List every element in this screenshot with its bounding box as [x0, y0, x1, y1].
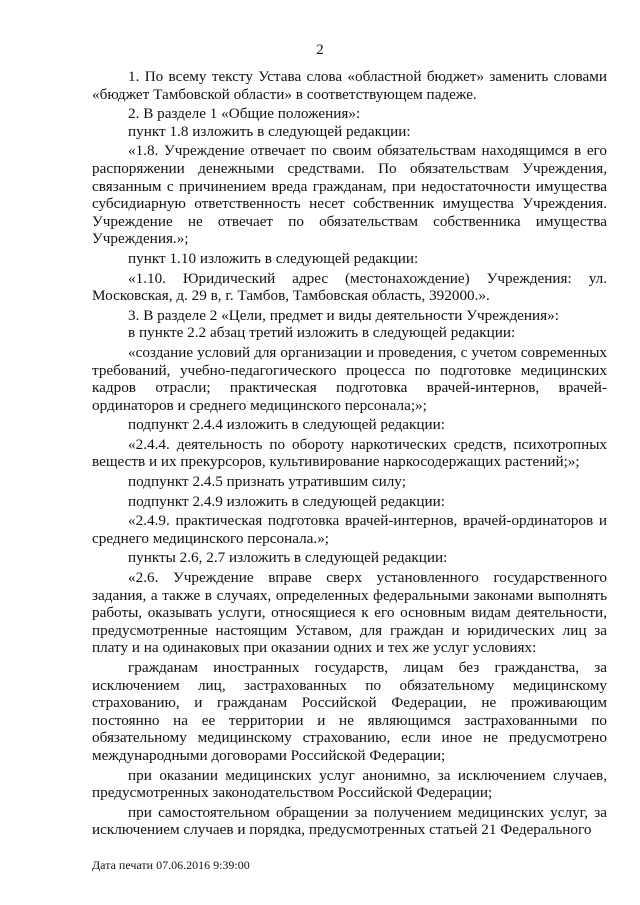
paragraph: 2. В разделе 1 «Общие положения»:: [128, 105, 361, 123]
paragraph: при оказании медицинских услуг анонимно, за исключением случаев, предусмотренных законодательством Российской Федерации;: [92, 766, 607, 802]
paragraph: «2.4.4. деятельность по обороту наркотических средств, психотропных веществ и их прекурсоров, культивирование наркосодержащих растений;»;: [92, 435, 607, 471]
paragraph: гражданам иностранных государств, лицам без гражданства, за исключением лиц, застрахованных по обязательному медицинскому страхованию, и гражданам Российской Федерации, не проживающим постоянно на ее территории и не являющимся застрахованными по обязательному медицинскому страхованию, если иное не предусмотрено международными договорами Российской Федерации;: [92, 659, 607, 764]
paragraph: пункт 1.8 изложить в следующей редакции:: [128, 122, 411, 140]
paragraph: подпункт 2.4.9 изложить в следующей редакции:: [128, 492, 445, 510]
paragraph: «2.6. Учреждение вправе сверх установленного государственного задания, а также в случаях, определенных федеральными законами выполнять работы, оказывать услуги, относящиеся к его основным видам деятельности, предусмотренные настоящим Уставом, для граждан и юридических лиц за плату и на одинаковых при оказании одних и тех же услуг условиях:: [92, 569, 607, 657]
paragraph: пункт 1.10 изложить в следующей редакции:: [128, 249, 419, 267]
paragraph: «создание условий для организации и проведения, с учетом современных требований, учебно-педагогического процесса по подготовке медицинских кадров отрасли; практическая подготовка врачей-интернов, врачей-ординаторов и среднего медицинского персонала;»;: [92, 343, 607, 414]
paragraph: 3. В разделе 2 «Цели, предмет и виды деятельности Учреждения»:: [128, 306, 559, 324]
paragraph: «1.10. Юридический адрес (местонахождение) Учреждения: ул. Московская, д. 29 в, г. Тамбов, Тамбовская область, 392000.».: [92, 269, 607, 305]
document-body: [92, 68, 607, 839]
paragraph: подпункт 2.4.5 признать утратившим силу;: [128, 473, 406, 491]
page-number: 2: [316, 42, 324, 58]
paragraph: 1. По всему тексту Устава слова «областной бюджет» заменить словами «бюджет Тамбовской области» в соответствующем падеже.: [92, 68, 607, 103]
paragraph: пункты 2.6, 2.7 изложить в следующей редакции:: [128, 549, 448, 567]
paragraph: подпункт 2.4.4 изложить в следующей редакции:: [128, 416, 445, 434]
paragraph: «2.4.9. практическая подготовка врачей-интернов, врачей-ординаторов и среднего медицинского персонала.»;: [92, 512, 607, 547]
print-date-footer: Дата печати 07.06.2016 9:39:00: [92, 858, 250, 872]
paragraph: в пункте 2.2 абзац третий изложить в следующей редакции:: [128, 324, 516, 342]
paragraph: при самостоятельном обращении за получением медицинских услуг, за исключением случаев и порядка, предусмотренных статьей 21 Федерального: [92, 803, 607, 839]
paragraph: «1.8. Учреждение отвечает по своим обязательствам находящимся в его распоряжении денежными средствами. По обязательствам Учреждения, связанным с причинением вреда гражданам, при недостаточности имущества субсидиарную ответственность несет собственник имущества Учреждения. Учреждение не отвечает по обязательствам собственника имущества Учреждения.»;: [92, 142, 607, 248]
